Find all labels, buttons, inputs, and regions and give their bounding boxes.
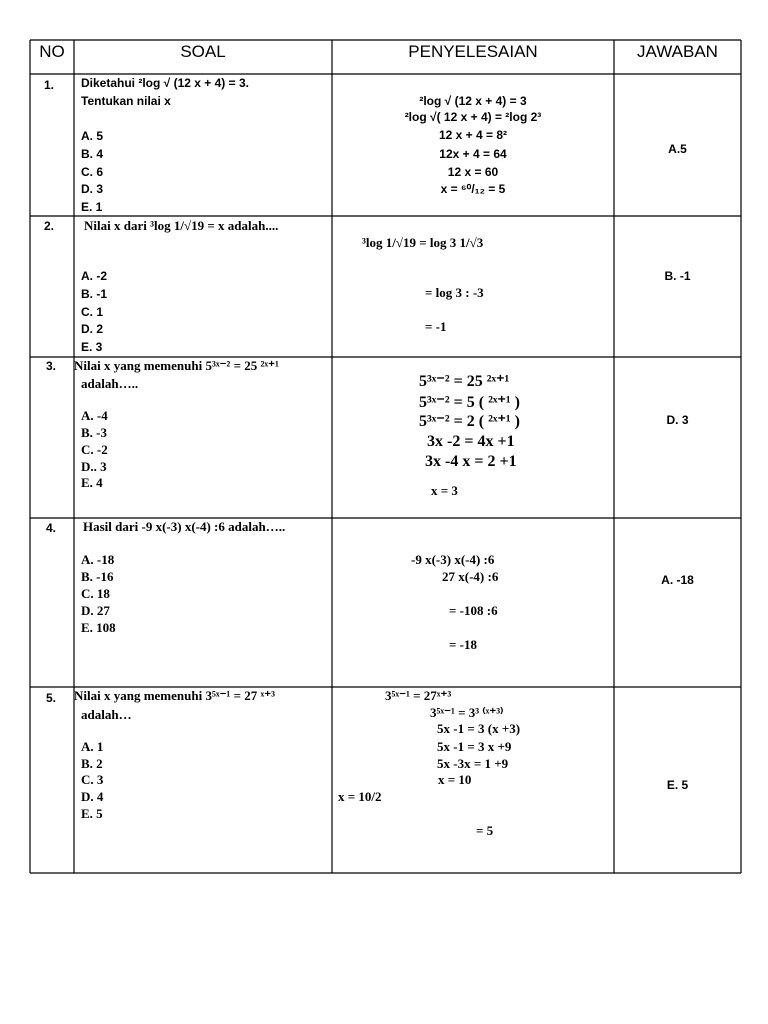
option-c: C. 3 bbox=[81, 772, 104, 787]
answer: E. 5 bbox=[666, 778, 689, 792]
solution-line: 3x -4 x = 2 +1 bbox=[425, 453, 517, 470]
solution-line: 5x -1 = 3 x +9 bbox=[437, 739, 512, 754]
solution-line: = -1 bbox=[425, 319, 447, 334]
solution-line: -9 x(-3) x(-4) :6 bbox=[411, 552, 495, 567]
option-d: D.. 3 bbox=[81, 459, 107, 474]
answer: B. -1 bbox=[664, 269, 691, 283]
question-line: Diketahui ²log √ (12 x + 4) = 3. bbox=[81, 76, 249, 90]
option-d: D. 27 bbox=[81, 603, 110, 618]
solution-line: 12x + 4 = 64 bbox=[439, 147, 507, 161]
solution-line: x = ⁶⁰/₁₂ = 5 bbox=[440, 182, 506, 196]
option-c: C. 1 bbox=[81, 305, 104, 319]
question-line: Hasil dari -9 x(-3) x(-4) :6 adalah….. bbox=[83, 519, 286, 534]
question-line: Nilai x yang memenuhi 3⁵ˣ⁻¹ = 27 ˣ⁺³ bbox=[74, 688, 275, 703]
answer: D. 3 bbox=[666, 413, 689, 427]
solution-line: 5x -3x = 1 +9 bbox=[437, 756, 509, 771]
question-line: adalah….. bbox=[81, 376, 139, 391]
option-d: D. 3 bbox=[81, 182, 104, 196]
header-jawaban: JAWABAN bbox=[637, 42, 718, 61]
option-e: E. 3 bbox=[81, 340, 103, 354]
solution-line: = 5 bbox=[476, 823, 494, 838]
option-a: A. -4 bbox=[81, 408, 108, 423]
solution-line: = -18 bbox=[449, 637, 477, 652]
row-number: 5. bbox=[46, 691, 57, 705]
solution-line: 27 x(-4) :6 bbox=[442, 569, 499, 584]
solution-line: 5³ˣ⁻² = 5 ( ²ˣ⁺¹ ) bbox=[419, 394, 521, 411]
option-e: E. 5 bbox=[81, 806, 103, 821]
solution-line: = log 3 : -3 bbox=[425, 285, 484, 300]
option-a: A. -18 bbox=[81, 552, 115, 567]
header-soal: SOAL bbox=[180, 42, 226, 61]
answer: A. -18 bbox=[661, 573, 694, 587]
option-c: C. -2 bbox=[81, 442, 108, 457]
question-line: Nilai x dari ³log 1/√19 = x adalah.... bbox=[84, 218, 279, 233]
row-number: 2. bbox=[44, 219, 55, 233]
option-b: B. -3 bbox=[81, 425, 107, 440]
option-b: B. -1 bbox=[81, 287, 108, 301]
solution-line: 3x -2 = 4x +1 bbox=[427, 433, 515, 450]
option-e: E. 1 bbox=[81, 200, 103, 214]
solution-line: x = 3 bbox=[431, 483, 458, 498]
solution-line: 3⁵ˣ⁻¹ = 3³ ⁽ˣ⁺³⁾ bbox=[430, 705, 504, 720]
solution-line: 3⁵ˣ⁻¹ = 27ˣ⁺³ bbox=[385, 688, 452, 703]
option-b: B. 4 bbox=[81, 147, 104, 161]
solution-line: ³log 1/√19 = log 3 1/√3 bbox=[362, 235, 484, 250]
solution-line: 5³ˣ⁻² = 25 ²ˣ⁺¹ bbox=[419, 373, 510, 390]
header-no: NO bbox=[39, 42, 65, 61]
option-b: B. 2 bbox=[81, 756, 103, 771]
header-penyelesaian: PENYELESAIAN bbox=[408, 42, 538, 61]
solution-line: 5³ˣ⁻² = 2 ( ²ˣ⁺¹ ) bbox=[419, 413, 521, 430]
option-e: E. 108 bbox=[81, 620, 116, 635]
option-d: D. 2 bbox=[81, 322, 104, 336]
row-number: 1. bbox=[44, 78, 55, 92]
question-line: adalah… bbox=[81, 707, 132, 722]
option-b: B. -16 bbox=[81, 569, 114, 584]
option-a: A. 5 bbox=[81, 129, 104, 143]
solution-line: ²log √( 12 x + 4) = ²log 2³ bbox=[404, 110, 542, 124]
option-a: A. -2 bbox=[81, 269, 108, 283]
option-c: C. 18 bbox=[81, 586, 110, 601]
solution-line: x = 10/2 bbox=[338, 789, 382, 804]
solution-line: ²log √ (12 x + 4) = 3 bbox=[419, 94, 527, 108]
question-line: Tentukan nilai x bbox=[81, 94, 171, 108]
option-a: A. 1 bbox=[81, 739, 104, 754]
solution-line: 12 x = 60 bbox=[447, 165, 499, 179]
solution-line: = -108 :6 bbox=[449, 603, 498, 618]
solution-line: x = 10 bbox=[438, 772, 472, 787]
solution-line: 5x -1 = 3 (x +3) bbox=[437, 721, 521, 736]
row-number: 3. bbox=[46, 359, 57, 373]
option-c: C. 6 bbox=[81, 165, 104, 179]
option-d: D. 4 bbox=[81, 789, 104, 804]
row-number: 4. bbox=[46, 521, 57, 535]
answer: A.5 bbox=[668, 142, 687, 156]
solution-line: 12 x + 4 = 8² bbox=[438, 128, 508, 142]
question-line: Nilai x yang memenuhi 5³ˣ⁻² = 25 ²ˣ⁺¹ bbox=[74, 358, 279, 373]
option-e: E. 4 bbox=[81, 475, 103, 490]
